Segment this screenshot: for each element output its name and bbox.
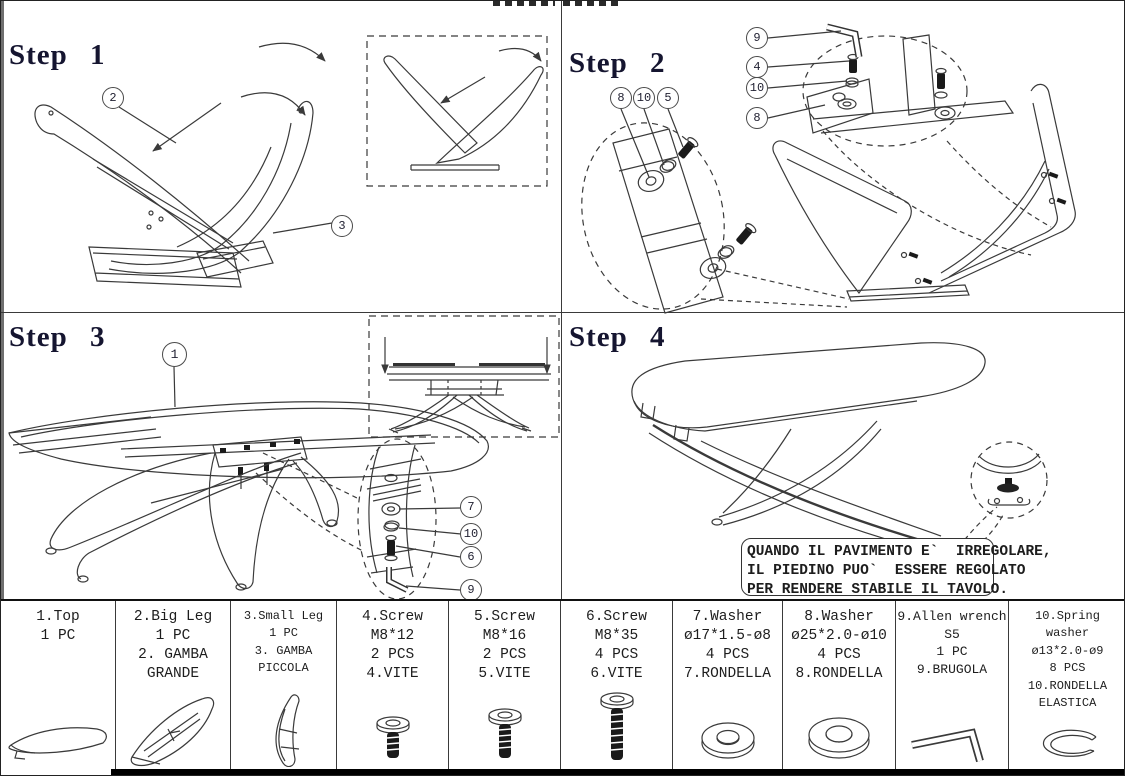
callout-part-1: 1 bbox=[162, 342, 187, 367]
text-line: 8.RONDELLA bbox=[795, 665, 883, 682]
parts-list-table bbox=[1, 599, 1125, 776]
diagram-line-art bbox=[1, 1, 1125, 599]
text-line: 3. GAMBA bbox=[254, 643, 313, 658]
callout-part-8: 8 bbox=[746, 107, 768, 129]
part-text bbox=[474, 608, 535, 683]
step3-main-drawing bbox=[9, 367, 488, 590]
text-line: ø17*1.5-ø8 bbox=[683, 627, 771, 644]
part-cell-screw-m8x12 bbox=[337, 601, 449, 776]
step1-title: Step 1 bbox=[9, 39, 106, 71]
part-cell-allen-wrench bbox=[896, 601, 1009, 776]
page-bottom-border bbox=[111, 769, 1125, 775]
step1-inset-box bbox=[367, 36, 547, 186]
text-line: QUANDO IL PAVIMENTO E` IRREGOLARE, bbox=[747, 544, 1052, 560]
part-cell-big-leg bbox=[116, 601, 231, 776]
leveling-note bbox=[741, 538, 1052, 598]
text-line: 10.Spring bbox=[1035, 609, 1100, 623]
small-leg-icon bbox=[239, 691, 329, 772]
text-line: S5 bbox=[944, 626, 960, 642]
text-line: M8*16 bbox=[482, 627, 527, 644]
text-line: IL PIEDINO PUO` ESSERE REGOLATO bbox=[747, 562, 1026, 579]
step3-front-view-inset bbox=[369, 316, 559, 437]
step2-bracket-detail-inset bbox=[768, 27, 1013, 146]
text-line: 4.VITE bbox=[366, 665, 419, 682]
text-line: PER RENDERE STABILE IL TAVOLO. bbox=[747, 581, 1009, 598]
callout-part-10: 10 bbox=[633, 87, 655, 109]
screw-icon bbox=[582, 687, 652, 772]
washer-icon bbox=[789, 705, 889, 772]
text-line: 8.Washer bbox=[804, 609, 874, 625]
text-line: ø13*2.0-ø9 bbox=[1031, 643, 1104, 658]
text-line: 2 PCS bbox=[482, 646, 527, 663]
part-text bbox=[897, 608, 1006, 678]
part-text bbox=[791, 608, 887, 683]
step4-title: Step 4 bbox=[569, 321, 666, 353]
text-line: M8*12 bbox=[370, 627, 415, 644]
text-line: 8 PCS bbox=[1049, 661, 1086, 676]
callout-part-7: 7 bbox=[460, 496, 482, 518]
part-cell-small-leg bbox=[231, 601, 337, 776]
step1-base-drawing bbox=[35, 43, 332, 287]
text-line: 9.BRUGOLA bbox=[916, 661, 988, 677]
spring-washer-icon bbox=[1018, 723, 1118, 772]
text-line: 4 PCS bbox=[817, 646, 861, 663]
step2-leg-detail-inset bbox=[565, 109, 757, 322]
callout-part-3: 3 bbox=[331, 215, 353, 237]
text-line: washer bbox=[1045, 626, 1090, 641]
text-line: 4 PCS bbox=[705, 646, 750, 663]
part-cell-washer-17 bbox=[673, 601, 783, 776]
text-line: 1 PC bbox=[269, 626, 298, 641]
part-text bbox=[134, 608, 212, 683]
part-text bbox=[684, 608, 771, 683]
callout-part-6: 6 bbox=[460, 546, 482, 568]
callout-part-9: 9 bbox=[460, 579, 482, 601]
callout-part-5: 5 bbox=[657, 87, 679, 109]
screw-icon bbox=[470, 703, 540, 772]
step4-assembled-table-drawing bbox=[632, 343, 1003, 559]
callout-part-10: 10 bbox=[460, 523, 482, 545]
step4-foot-detail-inset bbox=[971, 442, 1047, 518]
callout-part-10: 10 bbox=[746, 77, 768, 99]
text-line: ELASTICA bbox=[1038, 695, 1097, 710]
step2-title: Step 2 bbox=[569, 47, 666, 79]
part-cell-top bbox=[1, 601, 116, 776]
text-line: 2.Big Leg bbox=[133, 609, 213, 625]
text-line: 5.Screw bbox=[474, 609, 535, 625]
text-line: 7.RONDELLA bbox=[683, 665, 771, 682]
callout-part-9: 9 bbox=[746, 27, 768, 49]
part-text bbox=[362, 608, 423, 683]
text-line: M8*35 bbox=[594, 627, 639, 644]
callout-part-8: 8 bbox=[610, 87, 632, 109]
text-line: 1 PC bbox=[40, 627, 76, 644]
text-line: 7.Washer bbox=[692, 609, 763, 625]
text-line: 1.Top bbox=[36, 609, 80, 625]
part-cell-screw-m8x35 bbox=[561, 601, 673, 776]
part-text bbox=[1028, 608, 1107, 712]
text-line: 3.Small Leg bbox=[243, 609, 324, 623]
part-cell-washer-25 bbox=[783, 601, 896, 776]
text-line: 4.Screw bbox=[362, 609, 423, 625]
part-text bbox=[244, 608, 323, 678]
part-text bbox=[36, 608, 80, 646]
big-leg-icon bbox=[120, 689, 226, 772]
text-line: ø25*2.0-ø10 bbox=[791, 627, 887, 644]
text-line: 1 PC bbox=[155, 627, 191, 644]
text-line: 2. GAMBA bbox=[138, 646, 208, 663]
part-cell-screw-m8x16 bbox=[449, 601, 561, 776]
text-line: GRANDE bbox=[146, 665, 200, 682]
text-line: 9.Allen wrench bbox=[897, 609, 1007, 624]
allen-wrench-icon bbox=[902, 705, 1002, 772]
text-line: 1 PC bbox=[936, 644, 968, 660]
text-line: 4 PCS bbox=[594, 646, 639, 663]
part-cell-spring-washer bbox=[1009, 601, 1125, 776]
text-line: PICCOLA bbox=[258, 661, 309, 676]
text-line: 6.VITE bbox=[590, 665, 643, 682]
text-line: 6.Screw bbox=[586, 609, 647, 625]
text-line: 2 PCS bbox=[370, 646, 415, 663]
part-text bbox=[586, 608, 647, 683]
tabletop-icon bbox=[5, 715, 111, 772]
callout-part-4: 4 bbox=[746, 56, 768, 78]
screw-icon bbox=[358, 711, 428, 772]
step3-hardware-detail-inset bbox=[358, 439, 461, 599]
step3-title: Step 3 bbox=[9, 321, 106, 353]
text-line: 5.VITE bbox=[478, 665, 531, 682]
callout-part-2: 2 bbox=[102, 87, 124, 109]
text-line: 10.RONDELLA bbox=[1027, 678, 1108, 693]
washer-icon bbox=[680, 711, 776, 772]
